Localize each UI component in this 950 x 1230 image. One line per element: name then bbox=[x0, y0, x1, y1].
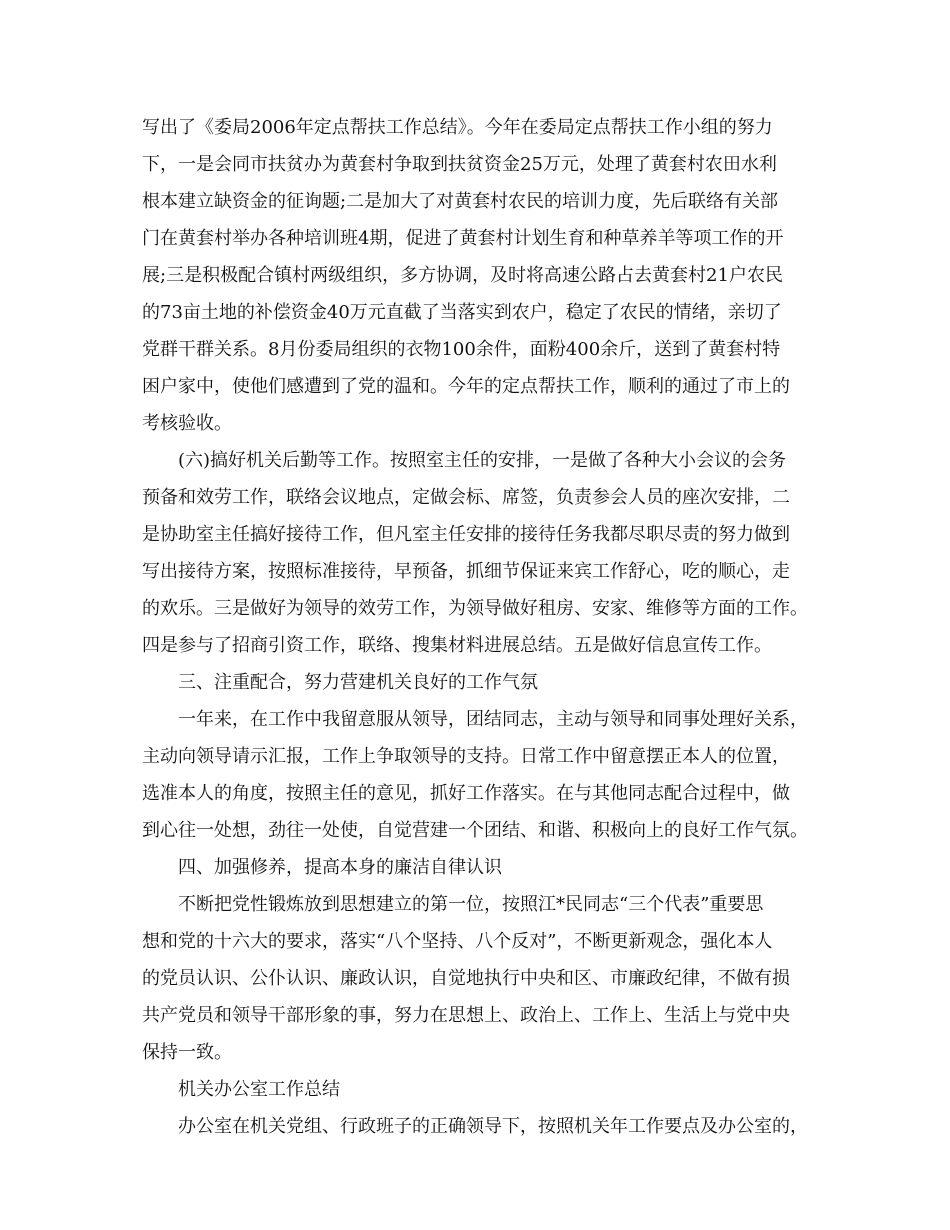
text-line: 考核验收。 bbox=[142, 413, 232, 434]
text-line: 根本建立缺资金的征询题;二是加大了对黄套村农民的培训力度，先后联络有关部 bbox=[142, 191, 779, 212]
text-line: 门在黄套村举办各种培训班4期，促进了黄套村计划生育和种草养羊等项工作的开 bbox=[142, 228, 784, 249]
text-line: 写出接待方案，按照标准接待，早预备，抓细节保证来宾工作舒心，吃的顺心，走 bbox=[142, 561, 790, 582]
section-heading: 三、注重配合，努力营建机关良好的工作气氛 bbox=[178, 672, 538, 693]
text-line: 不断把党性锻炼放到思想建立的第一位，按照江*民同志“三个代表”重要思 bbox=[178, 894, 764, 915]
section-heading: 四、加强修养，提高本身的廉洁自律认识 bbox=[178, 857, 502, 878]
text-line: 预备和效劳工作，联络会议地点，定做会标、席签，负责参会人员的座次安排，二 bbox=[142, 487, 790, 508]
document-title: 机关办公室工作总结 bbox=[178, 1079, 340, 1100]
text-line: 是协助室主任搞好接待工作，但凡室主任安排的接待任务我都尽职尽责的努力做到 bbox=[142, 524, 790, 545]
text-line: 主动向领导请示汇报，工作上争取领导的支持。日常工作中留意摆正本人的位置， bbox=[142, 746, 790, 767]
text-line: 一年来，在工作中我留意服从领导，团结同志，主动与领导和同事处理好关系， bbox=[178, 709, 808, 730]
text-line: 办公室在机关党组、行政班子的正确领导下，按照机关年工作要点及办公室的， bbox=[178, 1116, 808, 1137]
text-line: 的党员认识、公仆认识、廉政认识，自觉地执行中央和区、市廉政纪律，不做有损 bbox=[142, 968, 790, 989]
text-line: (六)搞好机关后勤等工作。按照室主任的安排，一是做了各种大小会议的会务 bbox=[178, 450, 787, 471]
text-line: 写出了《委局2006年定点帮扶工作总结》。今年在委局定点帮扶工作小组的努力 bbox=[142, 117, 773, 138]
text-line: 的欢乐。三是做好为领导的效劳工作，为领导做好租房、安家、维修等方面的工作。 bbox=[142, 598, 808, 619]
text-line: 到心往一处想，劲往一处使，自觉营建一个团结、和谐、积极向上的良好工作气氛。 bbox=[142, 820, 808, 841]
text-line: 保持一致。 bbox=[142, 1042, 232, 1063]
text-line: 困户家中，使他们感遭到了党的温和。今年的定点帮扶工作，顺利的通过了市上的 bbox=[142, 376, 790, 397]
text-line: 共产党员和领导干部形象的事，努力在思想上、政治上、工作上、生活上与党中央 bbox=[142, 1005, 790, 1026]
text-line: 党群干群关系。8月份委局组织的衣物100余件，面粉400余斤，送到了黄套村特 bbox=[142, 339, 781, 360]
text-line: 展;三是积极配合镇村两级组织，多方协调，及时将高速公路占去黄套村21户农民 bbox=[142, 265, 783, 286]
text-line: 四是参与了招商引资工作，联络、搜集材料进展总结。五是做好信息宣传工作。 bbox=[142, 635, 772, 656]
text-line: 下，一是会同市扶贫办为黄套村争取到扶贫资金25万元，处理了黄套村农田水利 bbox=[142, 154, 777, 175]
text-line: 想和党的十六大的要求，落实“八个坚持、八个反对”，不断更新观念，强化本人 bbox=[142, 931, 773, 952]
text-line: 选准本人的角度，按照主任的意见，抓好工作落实。在与其他同志配合过程中，做 bbox=[142, 783, 790, 804]
text-line: 的73亩土地的补偿资金40万元直截了当落实到农户，稳定了农民的情绪，亲切了 bbox=[142, 302, 782, 323]
